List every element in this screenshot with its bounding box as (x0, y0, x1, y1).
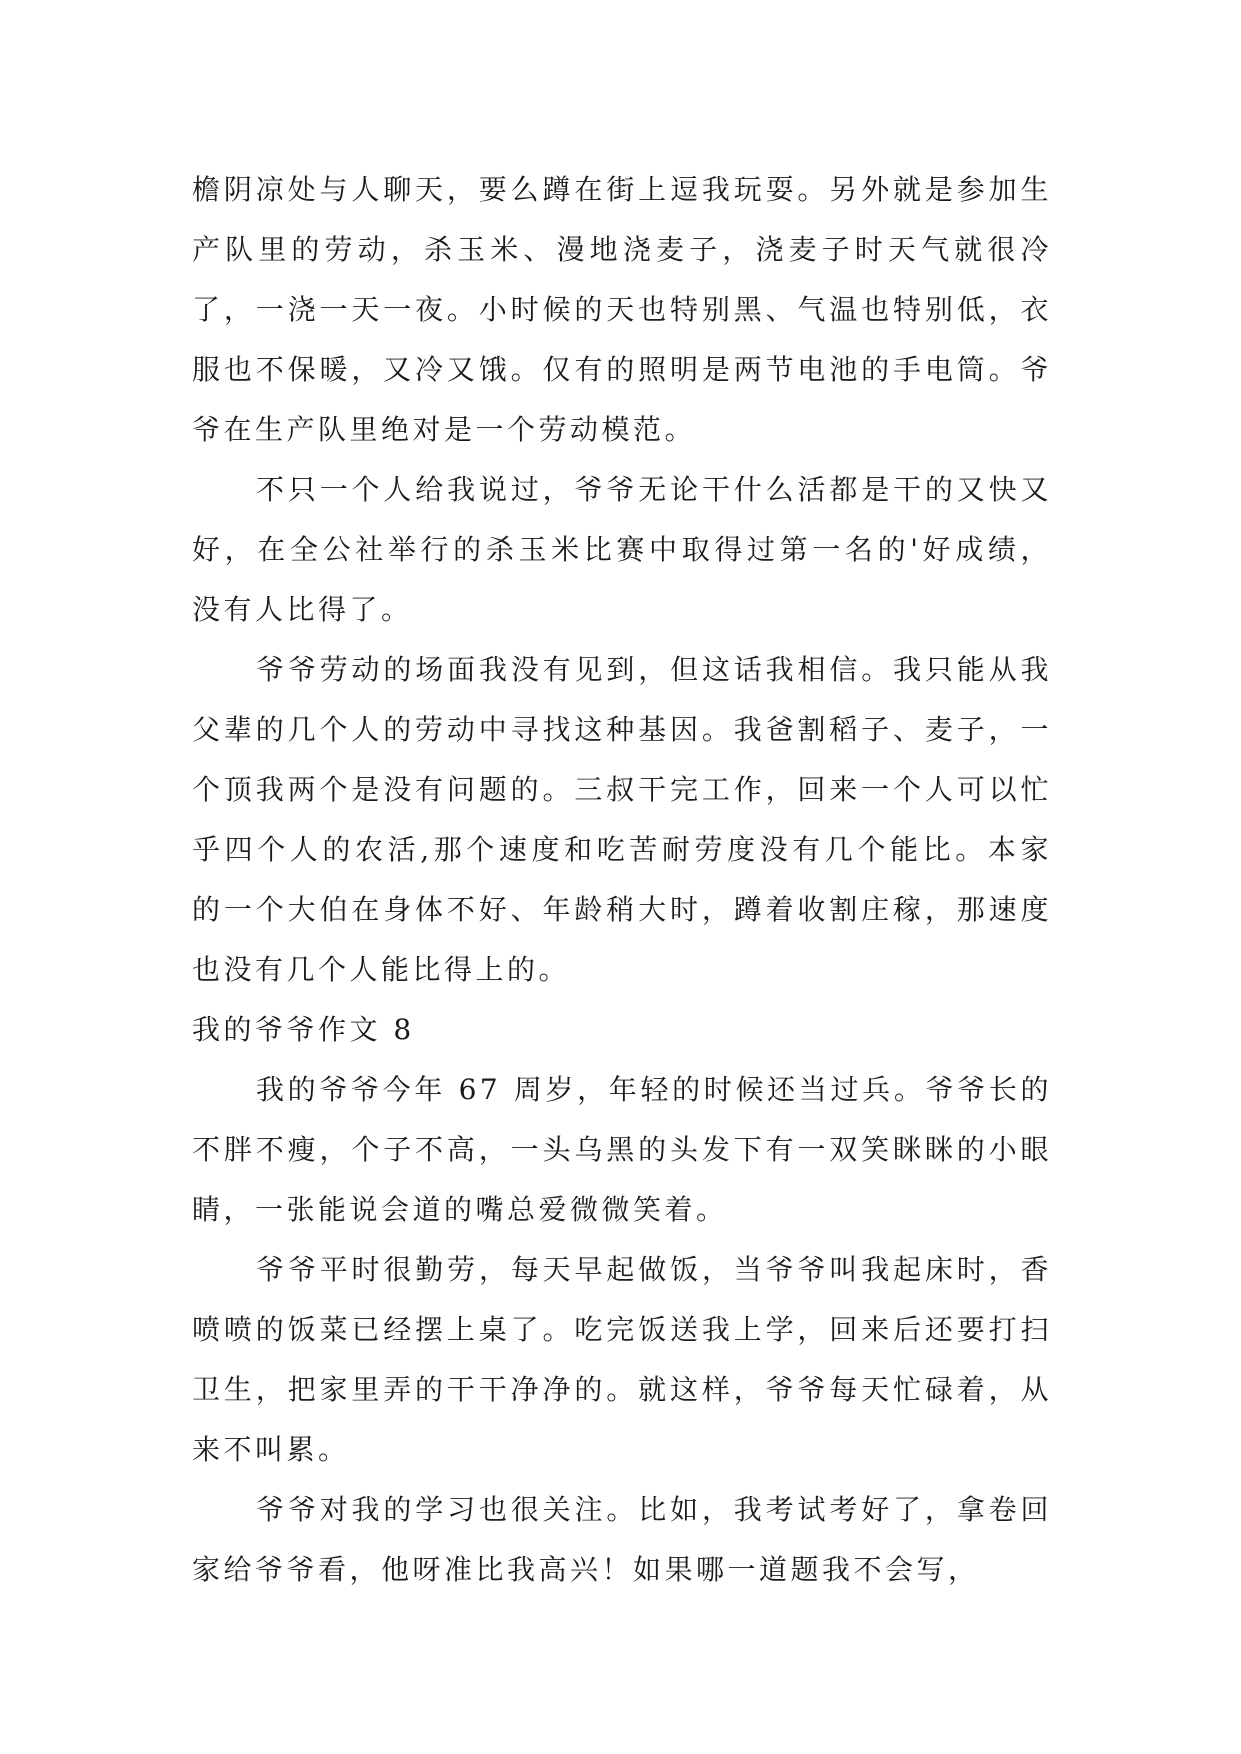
paragraph: 爷爷平时很勤劳，每天早起做饭，当爷爷叫我起床时，香喷喷的饭菜已经摆上桌了。吃完饭送我上学，回来后还要打扫卫生，把家里弄的干干净净的。就这样，爷爷每天忙碌着，从来不叫累。 (192, 1253, 1052, 1466)
section-title: 我的爷爷作文 8 (192, 1013, 415, 1046)
paragraph: 爷爷劳动的场面我没有见到，但这话我相信。我只能从我父辈的几个人的劳动中寻找这种基因。我爸割稻子、麦子，一个顶我两个是没有问题的。三叔干完工作，回来一个人可以忙乎四个人的农活,那个速度和吃苦耐劳度没有几个能比。本家的一个大伯在身体不好、年龄稍大时，蹲着收割庄稼，那速度也没有几个人能比得上的。 (192, 653, 1052, 986)
paragraph: 我的爷爷今年 67 周岁，年轻的时候还当过兵。爷爷长的不胖不瘦，个子不高，一头乌黑的头发下有一双笑眯眯的小眼睛，一张能说会道的嘴总爱微微笑着。 (192, 1073, 1052, 1226)
paragraph: 爷爷对我的学习也很关注。比如，我考试考好了，拿卷回家给爷爷看，他呀准比我高兴！如果哪一道题我不会写， (192, 1493, 1052, 1586)
paragraph: 不只一个人给我说过，爷爷无论干什么活都是干的又快又好，在全公社举行的杀玉米比赛中取得过第一名的'好成绩，没有人比得了。 (192, 473, 1052, 626)
paragraph-continued: 檐阴凉处与人聊天，要么蹲在街上逗我玩耍。另外就是参加生产队里的劳动，杀玉米、漫地浇麦子，浇麦子时天气就很冷了，一浇一天一夜。小时候的天也特别黑、气温也特别低，衣服也不保暖，又冷又饿。仅有的照明是两节电池的手电筒。爷爷在生产队里绝对是一个劳动模范。 (192, 173, 1052, 446)
document-body (192, 160, 1052, 1600)
